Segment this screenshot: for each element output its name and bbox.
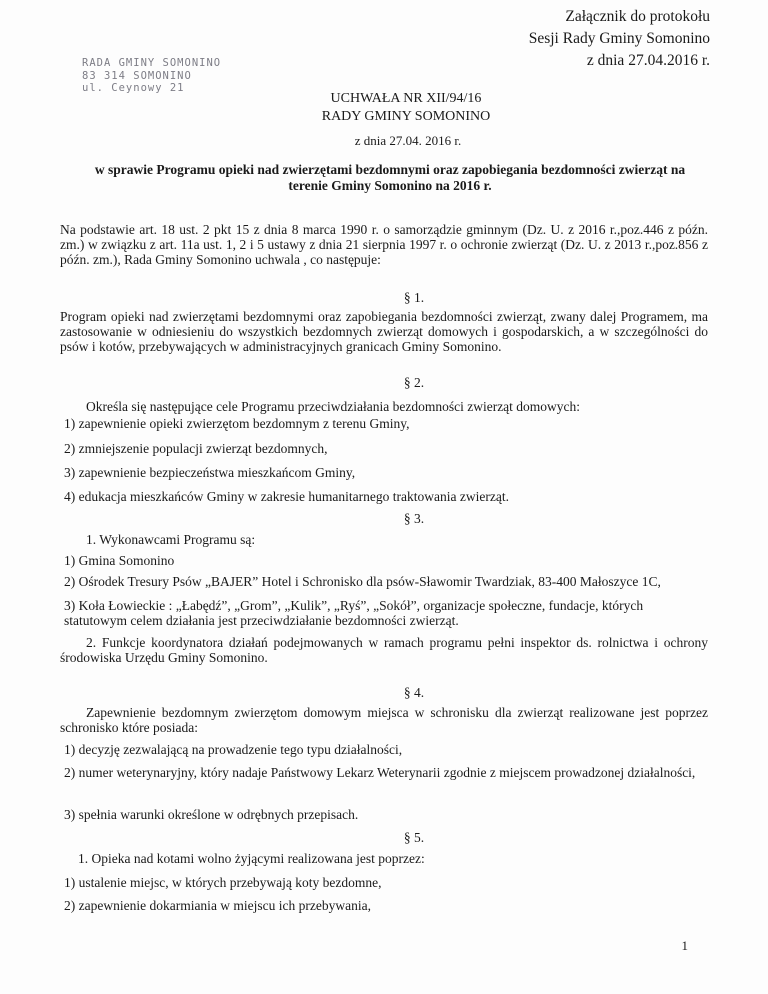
- council-stamp: [82, 57, 221, 95]
- section-4-item-2: 2) numer weterynaryjny, który nadaje Państwowy Lekarz Weterynarii zgodnie z miejscem prowadzonej działalności,: [64, 765, 696, 780]
- section-5-item-1: 1) ustalenie miejsc, w których przebywają koty bezdomne,: [64, 875, 382, 890]
- annex-note: [529, 6, 710, 72]
- section-2-item-4: 4) edukacja mieszkańców Gminy w zakresie humanitarnego traktowania zwierząt.: [64, 489, 509, 504]
- preamble: Na podstawie art. 18 ust. 2 pkt 15 z dnia 8 marca 1990 r. o samorządzie gminnym (Dz. U. z 2016 r.,poz.446 z późn. zm.) w związku z art. 11a ust. 1, 2 i 5 ustawy z dnia 21 sierpnia 1997 r. o ochronie zwierząt (Dz. U. z 2013 r.,poz.856 z późn. zm.), Rada Gminy Somonino uchwala , co następuje:: [60, 222, 708, 267]
- subject-line-2: terenie Gminy Somonino na 2016 r.: [288, 178, 492, 193]
- section-3-item-2: 2) Ośrodek Tresury Psów „BAJER” Hotel i Schronisko dla psów-Sławomir Twardziak, 83-400 Małoszyce 1C,: [64, 574, 661, 589]
- stamp-line-1: RADA GMINY SOMONINO: [82, 57, 222, 69]
- section-1-heading: § 1.: [403, 290, 425, 305]
- resolution-date: z dnia 27.04. 2016 r.: [354, 133, 462, 148]
- section-2-item-3: 3) zapewnienie bezpieczeństwa mieszkańcom Gminy,: [64, 465, 356, 480]
- annex-line-3: z dnia 27.04.2016 r.: [586, 52, 710, 69]
- page-number: 1: [681, 938, 688, 953]
- subject-line-1: w sprawie Programu opieki nad zwierzętami bezdomnymi oraz zapobiegania bezdomności zwierząt na: [94, 162, 686, 177]
- annex-line-2: Sesji Rady Gminy Somonino: [528, 30, 710, 47]
- resolution-number: UCHWAŁA NR XII/94/16: [330, 91, 482, 106]
- stamp-line-2: 83 314 SOMONINO: [82, 69, 192, 82]
- section-4-item-1: 1) decyzję zezwalającą na prowadzenie tego typu działalności,: [64, 742, 403, 757]
- section-2-intro: Określa się następujące cele Programu przeciwdziałania bezdomności zwierząt domowych:: [86, 399, 581, 414]
- stamp-line-3: ul. Ceynowy 21: [82, 82, 185, 94]
- section-3-heading: § 3.: [403, 511, 425, 526]
- section-5-item-2: 2) zapewnienie dokarmiania w miejscu ich przebywania,: [64, 898, 371, 913]
- resolution-title: [0, 90, 768, 126]
- section-4-intro: Zapewnienie bezdomnym zwierzętom domowym miejsca w schronisku dla zwierząt realizowane jest poprzez schronisko które posiada:: [60, 705, 708, 735]
- section-4-heading: § 4.: [403, 685, 425, 700]
- section-1-text: Program opieki nad zwierzętami bezdomnymi oraz zapobiegania bezdomności zwierząt, zwany dalej Programem, ma zastosowanie w odniesieniu do wszystkich bezdomnych zwierząt domowych i gospodarskich, a w szczególności do psów i kotów, przebywających w administracyjnych granicach Gminy Somonino.: [60, 309, 708, 354]
- section-5-heading: § 5.: [403, 830, 425, 845]
- section-2-item-1: 1) zapewnienie opieki zwierzętom bezdomnym z terenu Gminy,: [64, 416, 410, 431]
- section-2-item-2: 2) zmniejszenie populacji zwierząt bezdomnych,: [64, 441, 328, 456]
- section-3-item-1: 1) Gmina Somonino: [64, 553, 175, 568]
- section-3-point-2: 2. Funkcje koordynatora działań podejmowanych w ramach programu pełni inspektor ds. rolnictwa i ochrony środowiska Urzędu Gminy Somonino.: [60, 635, 708, 665]
- section-4-item-3: 3) spełnia warunki określone w odrębnych przepisach.: [64, 807, 359, 822]
- section-5-intro: 1. Opieka nad kotami wolno żyjącymi realizowana jest poprzez:: [78, 851, 425, 866]
- section-3-item-3: 3) Koła Łowieckie : „Łabędź”, „Grom”, „Kulik”, „Ryś”, „Sokół”, organizacje społeczne, fundacje, których statutowym celem działania jest przeciwdziałanie bezdomności zwierząt.: [64, 598, 644, 628]
- section-3-intro: 1. Wykonawcami Programu są:: [86, 532, 256, 547]
- annex-line-1: Załącznik do protokołu: [565, 8, 710, 25]
- resolution-body: RADY GMINY SOMONINO: [321, 109, 491, 124]
- resolution-subject: [60, 162, 720, 194]
- section-2-heading: § 2.: [403, 375, 425, 390]
